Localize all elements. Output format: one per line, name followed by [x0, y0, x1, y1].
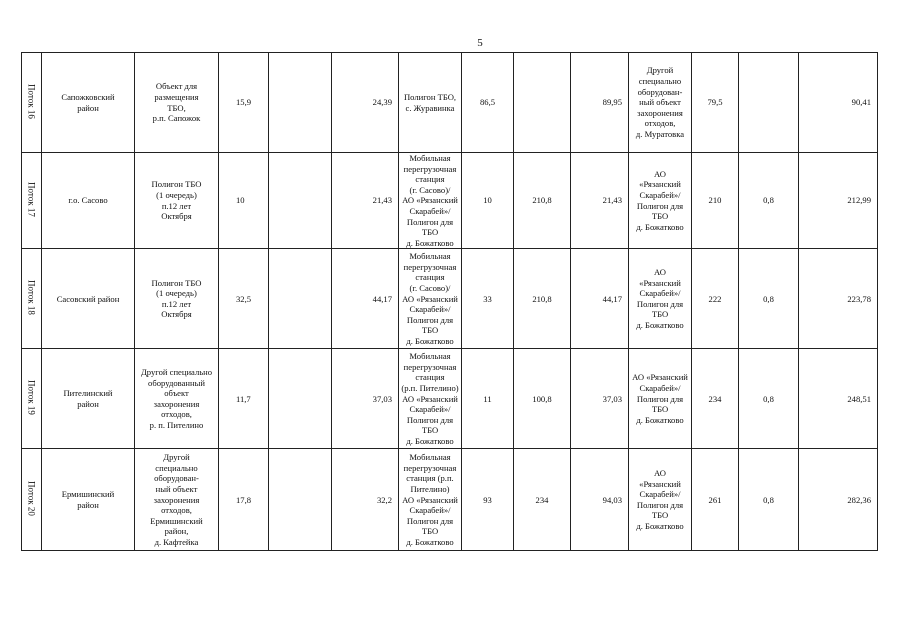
value-cell-5 [514, 53, 571, 153]
district-cell: Ермишинский район [42, 449, 135, 551]
flow-label-cell [22, 249, 42, 349]
district-cell: Сапожковский район [42, 53, 135, 153]
destination-facility-cell: АО «Рязанский Скарабей»/ Полигон для ТБО д. Божатково [629, 153, 692, 249]
value-cell-6: 44,17 [571, 249, 629, 349]
table-row [22, 249, 878, 349]
value-cell-2 [269, 53, 332, 153]
destination-facility-cell: Другой специально оборудован- ный объект захоронения отходов, д. Муратовка [629, 53, 692, 153]
value-cell-7: 79,5 [692, 53, 739, 153]
value-cell-5: 234 [514, 449, 571, 551]
value-cell-1: 11,7 [219, 349, 269, 449]
value-cell-4: 11 [462, 349, 514, 449]
table-row [22, 53, 878, 153]
source-facility-cell: Объект для размещения ТБО, р.п. Сапожок [135, 53, 219, 153]
flow-label-cell [22, 449, 42, 551]
flow-label: Поток 20 [26, 481, 37, 516]
transfer-station-cell: Мобильная перегрузочная станция (г. Сасово)/ АО «Рязанский Скарабей»/ Полигон для ТБО д. Божатково [399, 249, 462, 349]
flow-label-cell [22, 53, 42, 153]
source-facility-cell: Другой специально оборудован- ный объект захоронения отходов, Ермишинский район, д. Кафтейка [135, 449, 219, 551]
value-cell-9: 248,51 [799, 349, 878, 449]
source-facility-cell: Полигон ТБО (1 очередь) п.12 лет Октября [135, 153, 219, 249]
value-cell-8: 0,8 [739, 449, 799, 551]
district-cell: Сасовский район [42, 249, 135, 349]
value-cell-3: 24,39 [332, 53, 399, 153]
value-cell-8: 0,8 [739, 349, 799, 449]
table-body [22, 53, 878, 551]
value-cell-2 [269, 249, 332, 349]
transfer-station-cell: Полигон ТБО, с. Журавинка [399, 53, 462, 153]
transfer-station-cell: Мобильная перегрузочная станция (р.п. Пителино) АО «Рязанский Скарабей»/ Полигон для ТБО д. Божатково [399, 349, 462, 449]
flow-label-cell [22, 349, 42, 449]
value-cell-3: 21,43 [332, 153, 399, 249]
flow-label: Поток 18 [26, 280, 37, 315]
destination-facility-cell: АО «Рязанский Скарабей»/ Полигон для ТБО д. Божатково [629, 249, 692, 349]
flow-label-cell [22, 153, 42, 249]
value-cell-1: 15,9 [219, 53, 269, 153]
value-cell-7: 234 [692, 349, 739, 449]
value-cell-7: 210 [692, 153, 739, 249]
value-cell-3: 44,17 [332, 249, 399, 349]
value-cell-7: 261 [692, 449, 739, 551]
value-cell-9: 223,78 [799, 249, 878, 349]
value-cell-2 [269, 449, 332, 551]
value-cell-5: 100,8 [514, 349, 571, 449]
district-cell: г.о. Сасово [42, 153, 135, 249]
value-cell-3: 37,03 [332, 349, 399, 449]
table-row [22, 449, 878, 551]
page-number: 5 [477, 37, 483, 49]
source-facility-cell: Полигон ТБО (1 очередь) п.12 лет Октября [135, 249, 219, 349]
value-cell-7: 222 [692, 249, 739, 349]
transfer-station-cell: Мобильная перегрузочная станция (р.п. Пителино) АО «Рязанский Скарабей»/ Полигон для ТБО д. Божатково [399, 449, 462, 551]
value-cell-5: 210,8 [514, 249, 571, 349]
value-cell-6: 21,43 [571, 153, 629, 249]
source-facility-cell: Другой специально оборудованный объект захоронения отходов, р. п. Пителино [135, 349, 219, 449]
value-cell-2 [269, 153, 332, 249]
value-cell-4: 33 [462, 249, 514, 349]
value-cell-1: 17,8 [219, 449, 269, 551]
waste-flow-table [21, 52, 878, 551]
value-cell-4: 86,5 [462, 53, 514, 153]
value-cell-8: 0,8 [739, 249, 799, 349]
value-cell-9: 90,41 [799, 53, 878, 153]
value-cell-4: 10 [462, 153, 514, 249]
value-cell-4: 93 [462, 449, 514, 551]
flow-label: Поток 19 [26, 380, 37, 415]
table-row [22, 153, 878, 249]
value-cell-1: 10 [219, 153, 269, 249]
value-cell-9: 282,36 [799, 449, 878, 551]
value-cell-5: 210,8 [514, 153, 571, 249]
flow-label: Поток 17 [26, 181, 37, 217]
destination-facility-cell: АО «Рязанский Скарабей»/ Полигон для ТБО д. Божатково [629, 449, 692, 551]
value-cell-6: 37,03 [571, 349, 629, 449]
district-cell: Пителинский район [42, 349, 135, 449]
value-cell-6: 94,03 [571, 449, 629, 551]
transfer-station-cell: Мобильная перегрузочная станция (г. Сасово)/ АО «Рязанский Скарабей»/ Полигон для ТБО д. Божатково [399, 153, 462, 249]
value-cell-9: 212,99 [799, 153, 878, 249]
value-cell-2 [269, 349, 332, 449]
destination-facility-cell: АО «Рязанский Скарабей»/ Полигон для ТБО д. Божатково [629, 349, 692, 449]
value-cell-6: 89,95 [571, 53, 629, 153]
value-cell-8 [739, 53, 799, 153]
value-cell-1: 32,5 [219, 249, 269, 349]
flow-label: Поток 16 [26, 83, 37, 119]
value-cell-3: 32,2 [332, 449, 399, 551]
value-cell-8: 0,8 [739, 153, 799, 249]
table-row [22, 349, 878, 449]
